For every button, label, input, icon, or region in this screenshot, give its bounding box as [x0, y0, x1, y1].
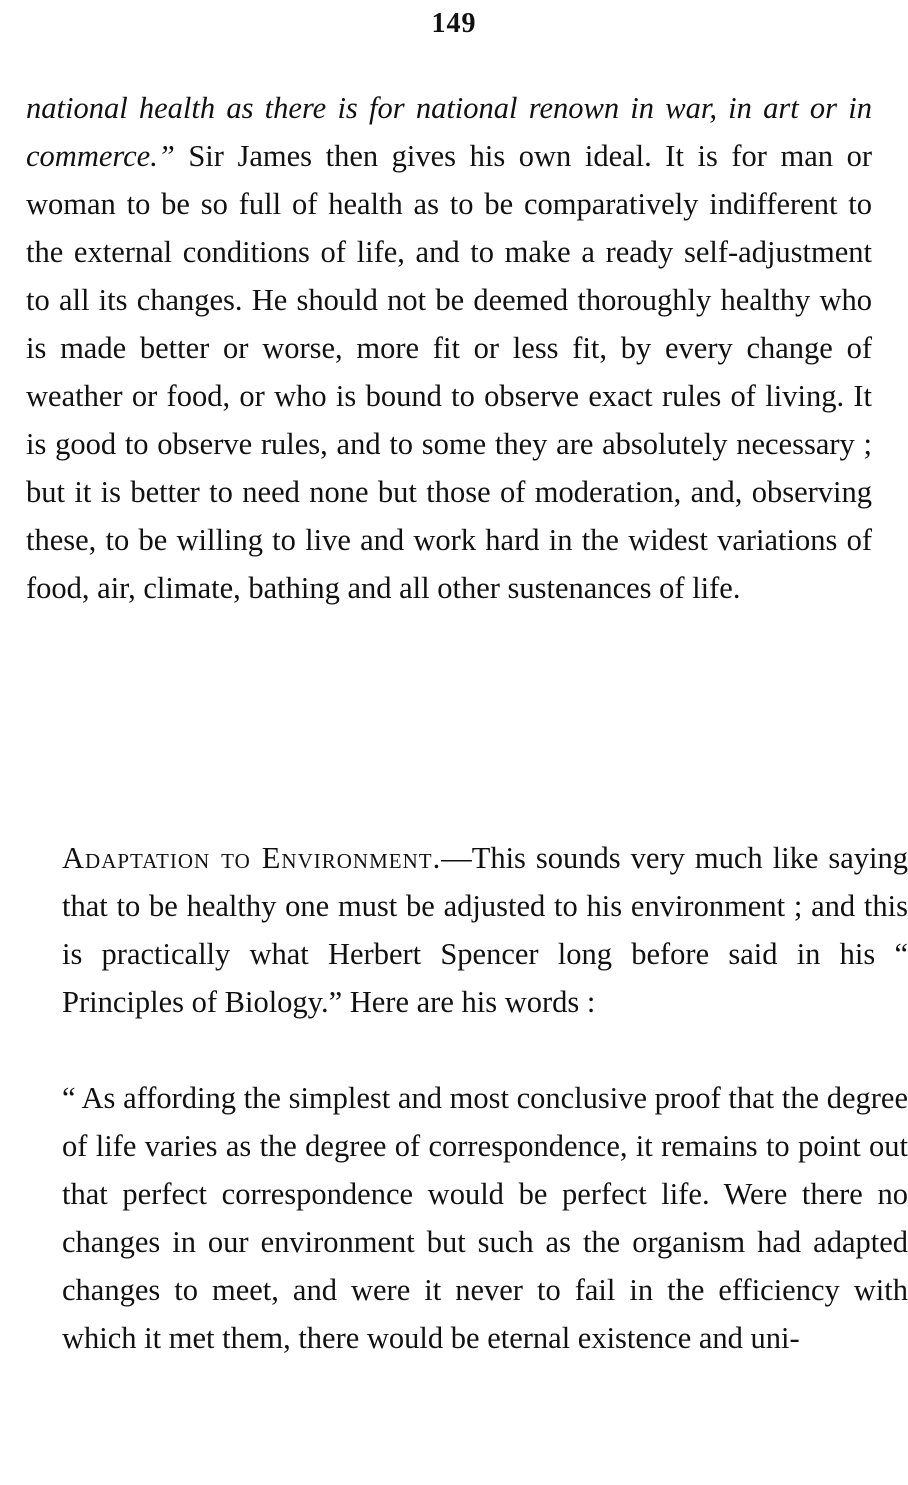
paragraph-2	[26, 834, 908, 1026]
paragraph-1	[26, 84, 872, 612]
paragraph-3	[26, 1074, 908, 1362]
section-heading: Adaptation to Environment.	[62, 841, 442, 875]
paragraph-2-text: —This sounds very much like saying that to be healthy one must be adjusted to his environment ; and this is practically what Herbert Spencer long before said in his “ Principles of Biology.” Here are his words :	[62, 841, 908, 1019]
paragraph-3-text: “ As affording the simplest and most conclusive proof that the degree of life varies as the degree of correspondence, it remains to point out that perfect correspondence would be perfect life. Were there no changes in our environment but such as the organism had adapted changes to meet, and were it never to fail in the efficiency with which it met them, there would be eternal existence and uni-	[62, 1081, 908, 1355]
italic-quote-end: national health as there is for national renown in war, in art or in commerce.”	[26, 91, 872, 173]
paragraph-1-text: Sir James then gives his own ideal. It is for man or woman to be so full of health as to be comparatively indifferent to the external conditions of life, and to make a ready self-adjustment to all its changes. He should not be deemed thoroughly healthy who is made better or worse, more fit or less fit, by every change of weather or food, or who is bound to observe exact rules of living. It is good to observe rules, and to some they are absolutely necessary ; but it is better to need none but those of moderation, and, observing these, to be willing to live and work hard in the widest variations of food, air, climate, bathing and all other sustenances of life.	[26, 139, 872, 605]
page-number: 149	[431, 8, 477, 39]
